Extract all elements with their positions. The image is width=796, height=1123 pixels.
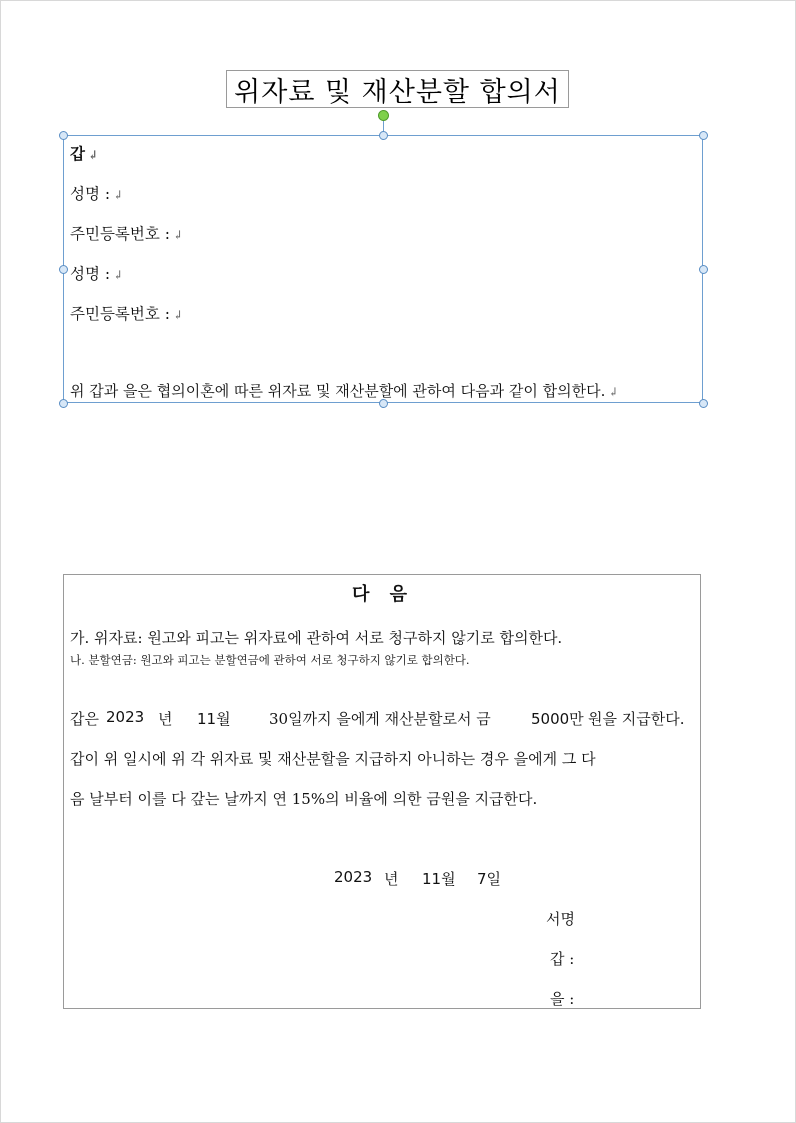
default-clause-line-2: 음 날부터 이를 다 갚는 날까지 연 15%의 비율에 의한 금원을 지급한다.	[70, 790, 538, 808]
intro-sentence: 위 갑과 을은 협의이혼에 따른 위자료 및 재산분할에 관하여 다음과 같이 합의한다. ↲	[70, 382, 619, 400]
item-na: 나. 분할연금: 원고와 피고는 분할연금에 관하여 서로 청구하지 않기로 합의한다.	[70, 653, 470, 667]
rotation-handle[interactable]	[378, 110, 389, 121]
resize-handle-top-right[interactable]	[699, 131, 708, 140]
resize-handle-middle-left[interactable]	[59, 265, 68, 274]
signature-label: 서명	[546, 910, 575, 928]
party-textbox-selection[interactable]	[63, 135, 703, 403]
agreement-heading: 다 음	[351, 584, 415, 605]
party-a-label: 갑 ↲	[70, 144, 99, 163]
signature-party-a: 갑 :	[550, 950, 575, 968]
resize-handle-middle-right[interactable]	[699, 265, 708, 274]
item-ga: 가. 위자료: 원고와 피고는 위자료에 관하여 서로 청구하지 않기로 합의한다.	[70, 629, 563, 647]
resize-handle-top-center[interactable]	[379, 131, 388, 140]
default-clause-line-1: 갑이 위 일시에 위 각 위자료 및 재산분할을 지급하지 아니하는 경우 을에게 그 다	[70, 750, 596, 768]
name-field-1: 성명 : ↲	[70, 185, 124, 203]
id-number-field-1: 주민등록번호 : ↲	[70, 225, 184, 243]
payment-line: 갑은 2023 년 11월 30일까지 을에게 재산분할로서 금 5000만 원을 지급한다.	[70, 708, 685, 728]
resize-handle-top-left[interactable]	[59, 131, 68, 140]
resize-handle-bottom-left[interactable]	[59, 399, 68, 408]
agreement-box	[63, 574, 701, 1009]
id-number-field-2: 주민등록번호 : ↲	[70, 305, 184, 323]
signature-party-b: 을 :	[550, 990, 575, 1008]
resize-handle-bottom-right[interactable]	[699, 399, 708, 408]
document-title[interactable]: 위자료 및 재산분할 합의서	[226, 70, 569, 108]
name-field-2: 성명 : ↲	[70, 265, 124, 283]
agreement-date: 2023 년 11월 7일	[334, 868, 502, 888]
